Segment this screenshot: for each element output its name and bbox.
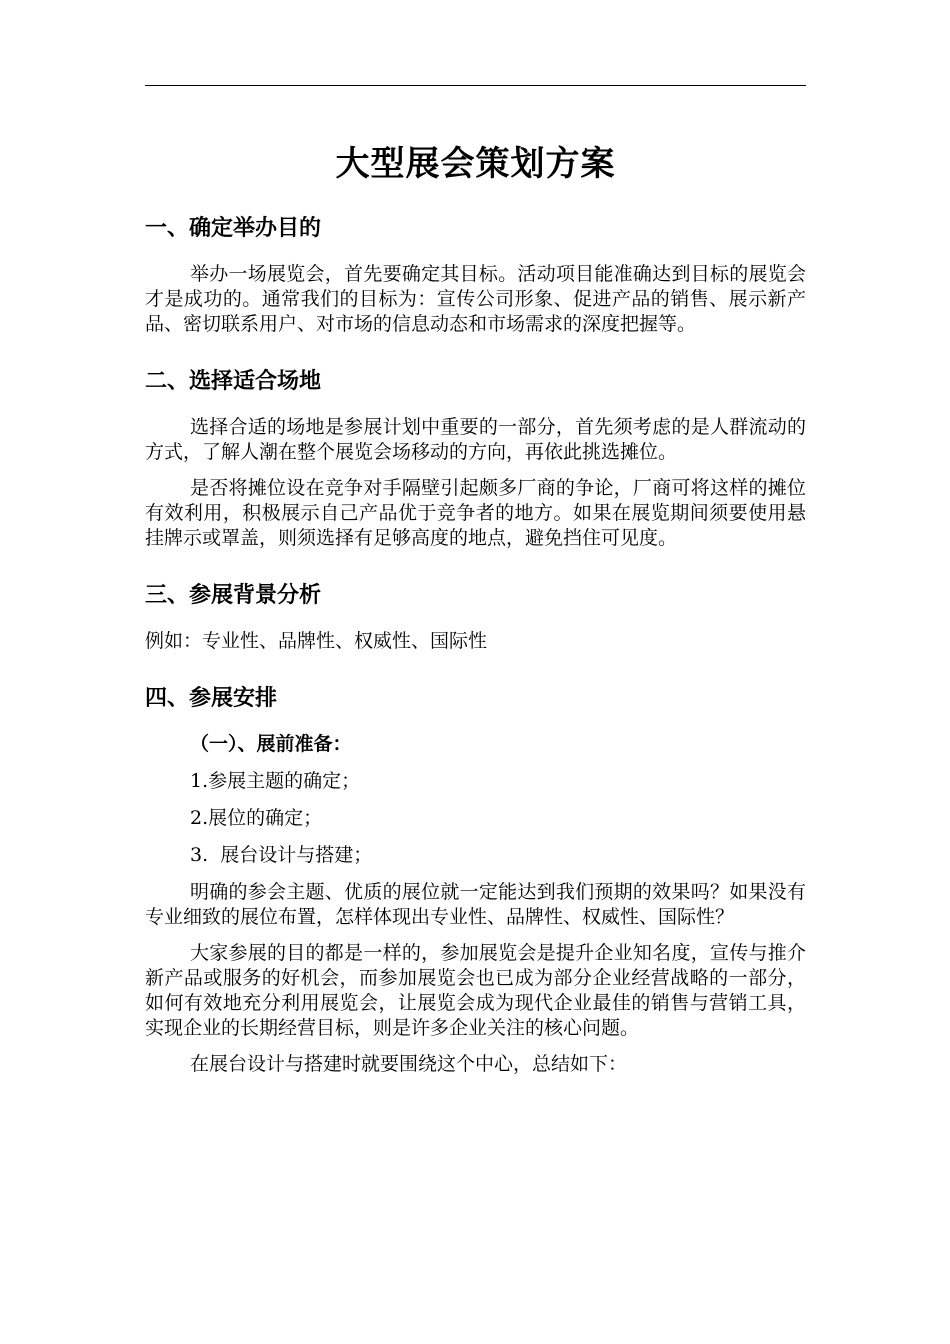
section-heading-background: 三、参展背景分析 [145,583,322,608]
paragraph: 大家参展的目的都是一样的，参加展览会是提升企业知名度，宣传与推介新产品或服务的好机会，而参加展览会也已成为部分企业经营战略的一部分，如何有效地充分利用展览会，让展览会成为现代企业最佳的销售与营销工具，实现企业的长期经营目标，则是许多企业关注的核心问题。 [145,942,806,1039]
list-item: 2.展位的确定； [190,807,323,829]
document-body [145,136,806,1088]
paragraph: 举办一场展览会，首先要确定其目标。活动项目能准确达到目标的展览会才是成功的。通常我们的目标为：宣传公司形象、促进产品的销售、展示新产品、密切联系用户、对市场的信息动态和市场需求的深度把握等。 [145,263,806,335]
list-item: 3. 展台设计与搭建； [190,844,373,866]
paragraph: 明确的参会主题、优质的展位就一定能达到我们预期的效果吗？如果没有专业细致的展位布置，怎样体现出专业性、品牌性、权威性、国际性？ [145,881,806,928]
subsection-heading-preparation: （一）、展前准备： [190,733,352,755]
paragraph: 是否将摊位设在竞争对手隔壁引起颇多厂商的争论，厂商可将这样的摊位有效利用，积极展示自己产品优于竞争者的地方。如果在展览期间须要使用悬挂牌示或罩盖，则须选择有足够高度的地点，避免挡住可见度。 [145,477,806,549]
section-heading-venue: 二、选择适合场地 [145,369,322,394]
list-item: 1.参展主题的确定； [190,770,361,792]
paragraph: 在展台设计与搭建时就要围绕这个中心，总结如下： [190,1053,628,1075]
section-heading-arrangement: 四、参展安排 [145,686,278,711]
header-rule [145,85,806,86]
paragraph: 例如：专业性、品牌性、权威性、国际性 [145,630,488,652]
paragraph: 选择合适的场地是参展计划中重要的一部分，首先须考虑的是人群流动的方式，了解人潮在整个展览会场移动的方向，再依此挑选摊位。 [145,416,806,463]
section-heading-purpose: 一、确定举办目的 [145,216,322,241]
document-title: 大型展会策划方案 [335,144,616,184]
